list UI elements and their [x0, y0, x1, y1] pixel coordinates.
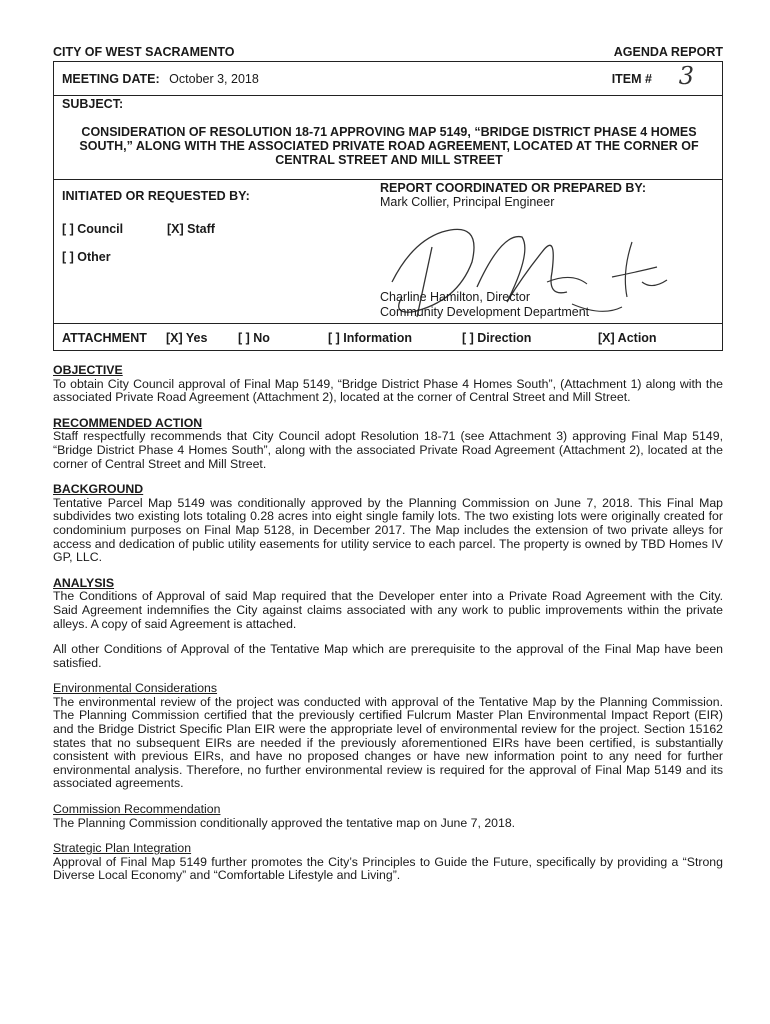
item-number: 3: [678, 62, 694, 90]
meeting-row: [54, 62, 722, 96]
meeting-date-value: October 3, 2018: [169, 72, 259, 86]
report-info-box: [53, 61, 723, 351]
director-department: Community Development Department: [380, 305, 590, 319]
direction-option: [ ] Direction: [462, 331, 532, 345]
report-header: [53, 45, 723, 59]
coordinated-label: REPORT COORDINATED OR PREPARED BY:: [380, 181, 646, 195]
attachment-no: [ ] No: [238, 331, 270, 345]
initiated-label: INITIATED OR REQUESTED BY:: [62, 189, 250, 203]
item-label: ITEM #: [611, 72, 652, 86]
report-type: AGENDA REPORT: [613, 45, 723, 59]
objective-heading: OBJECTIVE: [53, 363, 123, 377]
analysis-text: The Conditions of Approval of said Map required that the Developer enter into a Private Road Agreement with the City. Said Agreement indemnifies the City against claims associated with any work to public improvements within the private alleys. A copy of said Agreement is attached.: [53, 589, 723, 631]
divider: [54, 323, 722, 324]
information-option: [ ] Information: [328, 331, 413, 345]
subject-text: CONSIDERATION OF RESOLUTION 18-71 APPROVING MAP 5149, “BRIDGE DISTRICT PHASE 4 HOMES SOUTH,” ALONG WITH THE ASSOCIATED PRIVATE ROAD AGREEMENT, LOCATED AT THE CORNER OF CENTRAL STREET AND MILL STREET: [79, 125, 699, 167]
attachment-yes: [X] Yes: [166, 331, 208, 345]
strategic-heading: Strategic Plan Integration: [53, 841, 192, 856]
meeting-date: [62, 72, 259, 86]
strategic-text: Approval of Final Map 5149 further promotes the City’s Principles to Guide the Future, specifically by providing a “Strong Diverse Local Economy” and “Comfortable Lifestyle and Living”.: [53, 854, 723, 883]
director-name: Charline Hamilton, Director: [380, 290, 531, 304]
background-heading: BACKGROUND: [53, 482, 144, 497]
council-checkbox: [ ] Council: [62, 222, 124, 236]
commission-heading: Commission Recommendation: [53, 802, 221, 817]
recommended-text: Staff respectfully recommends that City Council adopt Resolution 18-71 (see Attachment 3) approving Final Map 5149, “Bridge District Phase 4 Homes South”, along with the associated Private Road Agreement (Attachment 2), located at the corner of Central Street and Mill Street.: [53, 429, 723, 471]
recommended-heading: RECOMMENDED ACTION: [53, 415, 203, 430]
report-body: [53, 364, 723, 895]
divider: [54, 179, 722, 180]
action-option: [X] Action: [598, 331, 657, 345]
analysis-heading: ANALYSIS: [53, 575, 115, 590]
meeting-date-label: MEETING DATE:: [62, 72, 160, 86]
analysis-text-2: All other Conditions of Approval of the Tentative Map which are prerequisite to the approval of the Final Map have been satisfied.: [53, 642, 723, 670]
staff-checkbox: [X] Staff: [167, 222, 215, 236]
city-name: CITY OF WEST SACRAMENTO: [53, 45, 235, 59]
attachment-label: ATTACHMENT: [62, 331, 147, 345]
objective-text: To obtain City Council approval of Final Map 5149, “Bridge District Phase 4 Homes South”, (Attachment 1) along with the associated Private Road Agreement (Attachment 2), located at the corner of Central Street and Mill Street.: [53, 376, 723, 405]
coordinator-name: Mark Collier, Principal Engineer: [380, 195, 555, 209]
other-checkbox: [ ] Other: [62, 250, 111, 264]
background-text: Tentative Parcel Map 5149 was conditionally approved by the Planning Commission on June 7, 2018. This Final Map subdivides two existing lots totaling 0.28 acres into eight single family lots. The two existing lots were originally created for condominium purposes on Final Map 5128, in December 2017. The Map includes the extension of two private alleys for access and dedication of public utility easements for utility service to each parcel. The property is owned by TBD Homes IV GP, LLC.: [53, 495, 723, 565]
commission-text: The Planning Commission conditionally approved the tentative map on June 7, 2018.: [53, 815, 516, 830]
subject-label: SUBJECT:: [62, 97, 124, 111]
environmental-text: The environmental review of the project was conducted with approval of the Tentative Map by the Planning Commission. The Planning Commission certified that the previously certified Fulcrum Master Plan Environmental Impact Report (EIR) and the Bridge District Specific Plan EIR were the appropriate level of environmental review for the project. Section 15162 states that no subsequent EIRs are needed if the previously aforementioned EIRs have been certified, is substantially consistent with previous EIRs, and have no proposed changes or have new information point to any need for further environmental analysis. Therefore, no further environmental review is required for the approval of Final Map 5149 and its associated agreements.: [53, 694, 723, 791]
environmental-heading: Environmental Considerations: [53, 681, 218, 696]
